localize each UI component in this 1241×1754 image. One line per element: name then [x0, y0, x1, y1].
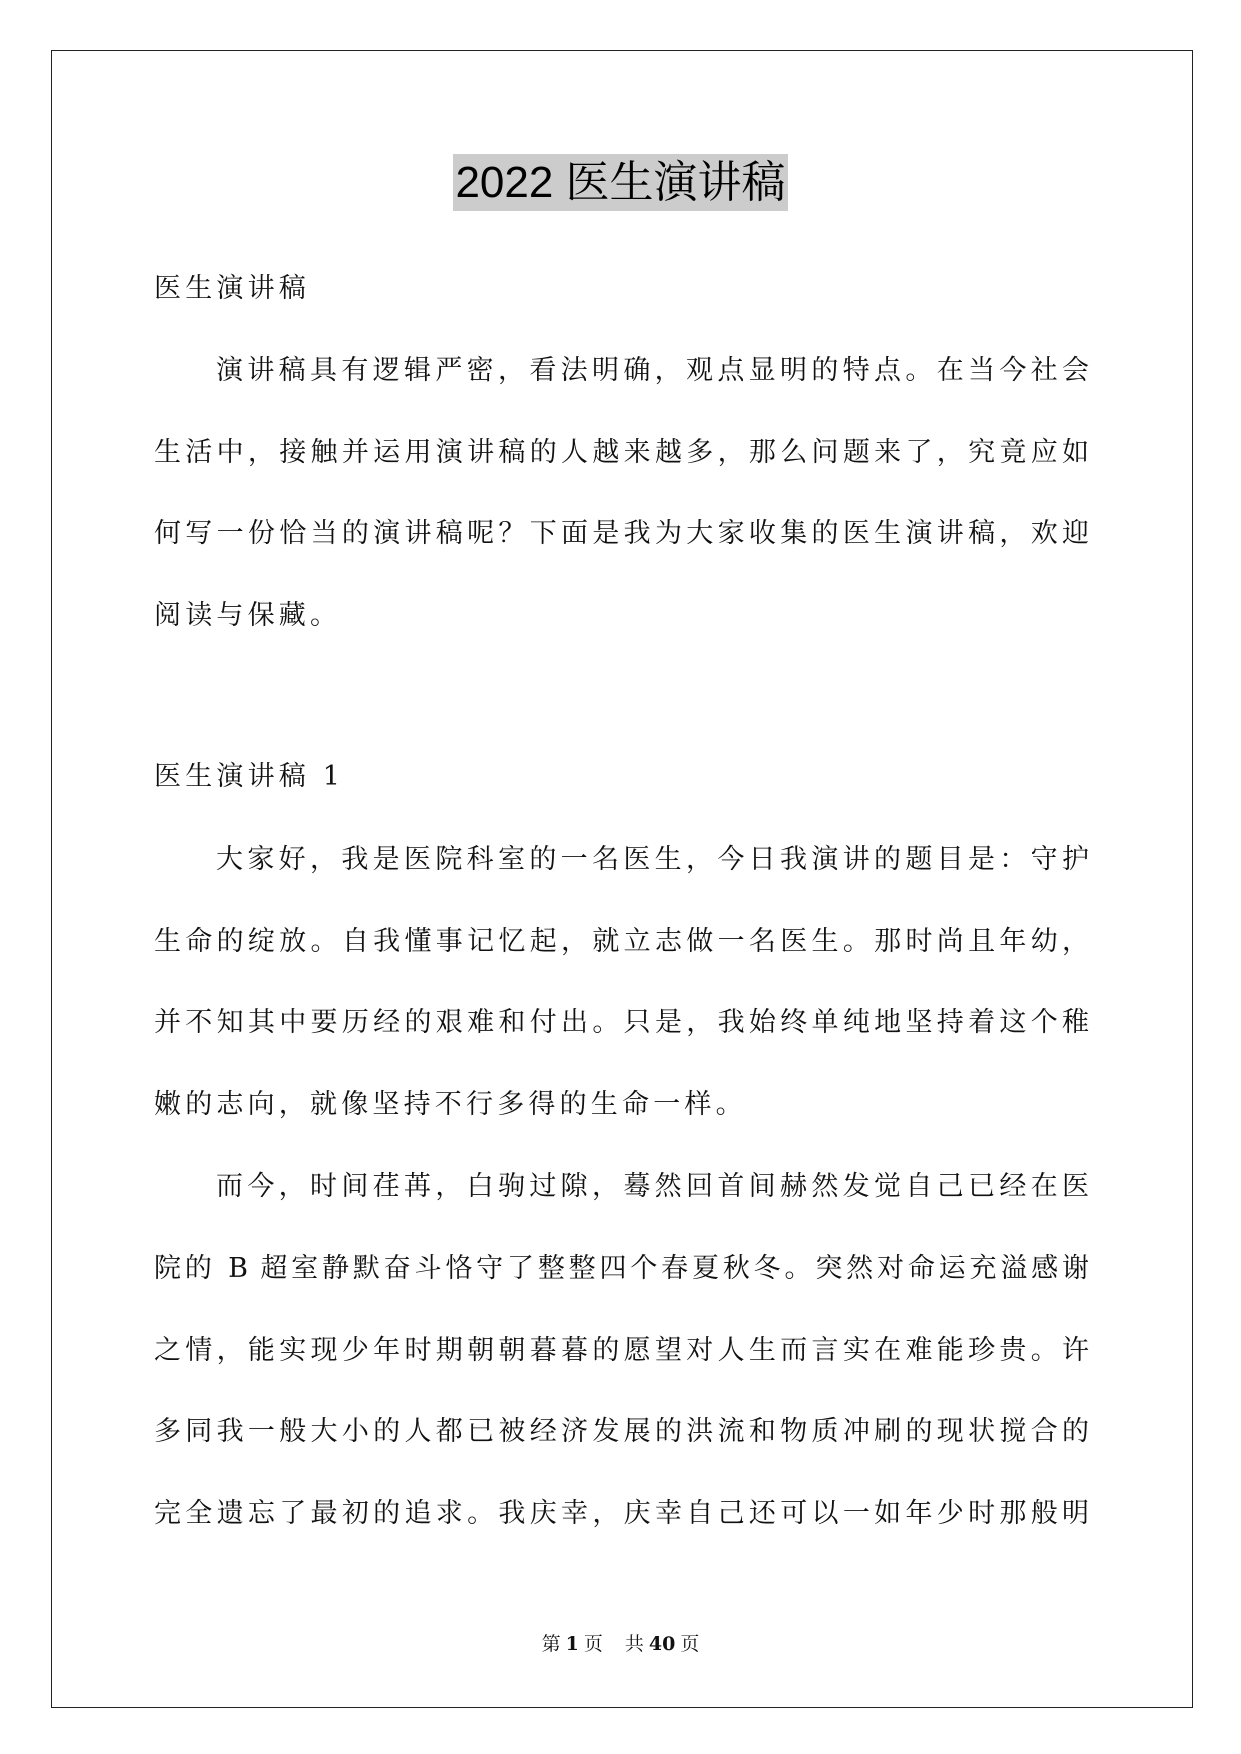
paragraph-line: 完全遗忘了最初的追求。我庆幸，庆幸自己还可以一如年少时那般明	[154, 1498, 1089, 1529]
section-heading: 医生演讲稿 1	[154, 761, 345, 792]
paragraph-line: 多同我一般大小的人都已被经济发展的洪流和物质冲刷的现状搅合的	[154, 1416, 1089, 1447]
total-pages: 40	[648, 1633, 676, 1655]
paragraph-line: 并不知其中要历经的艰难和付出。只是，我始终单纯地坚持着这个稚	[154, 1007, 1089, 1038]
total-prefix: 共	[624, 1633, 644, 1655]
current-page-number: 1	[565, 1633, 579, 1655]
paragraph-line: 生命的绽放。自我懂事记忆起，就立志做一名医生。那时尚且年幼，	[154, 926, 1089, 957]
page-prefix: 第	[541, 1633, 561, 1655]
paragraph-line: 大家好，我是医院科室的一名医生，今日我演讲的题目是：守护	[216, 844, 1089, 875]
page-footer	[0, 1631, 1241, 1657]
title-block	[0, 154, 1241, 211]
paragraph-line: 院的 B 超室静默奋斗恪守了整整四个春夏秋冬。突然对命运充溢感谢	[154, 1253, 1089, 1284]
paragraph-line: 阅读与保藏。	[154, 600, 342, 631]
paragraph-line: 何写一份恰当的演讲稿呢？下面是我为大家收集的医生演讲稿，欢迎	[154, 518, 1089, 549]
intro-heading: 医生演讲稿	[154, 273, 310, 304]
paragraph-line: 之情，能实现少年时期朝朝暮暮的愿望对人生而言实在难能珍贵。许	[154, 1335, 1089, 1366]
paragraph-line: 生活中，接触并运用演讲稿的人越来越多，那么问题来了，究竟应如	[154, 437, 1089, 468]
document-title: 2022 医生演讲稿	[453, 154, 787, 211]
paragraph-line: 演讲稿具有逻辑严密，看法明确，观点显明的特点。在当今社会	[216, 355, 1089, 386]
page-suffix: 页	[583, 1633, 603, 1655]
paragraph-line: 而今，时间荏苒，白驹过隙，蓦然回首间赫然发觉自己已经在医	[216, 1171, 1089, 1202]
paragraph-line: 嫩的志向，就像坚持不行多得的生命一样。	[154, 1089, 747, 1120]
total-suffix: 页	[680, 1633, 700, 1655]
